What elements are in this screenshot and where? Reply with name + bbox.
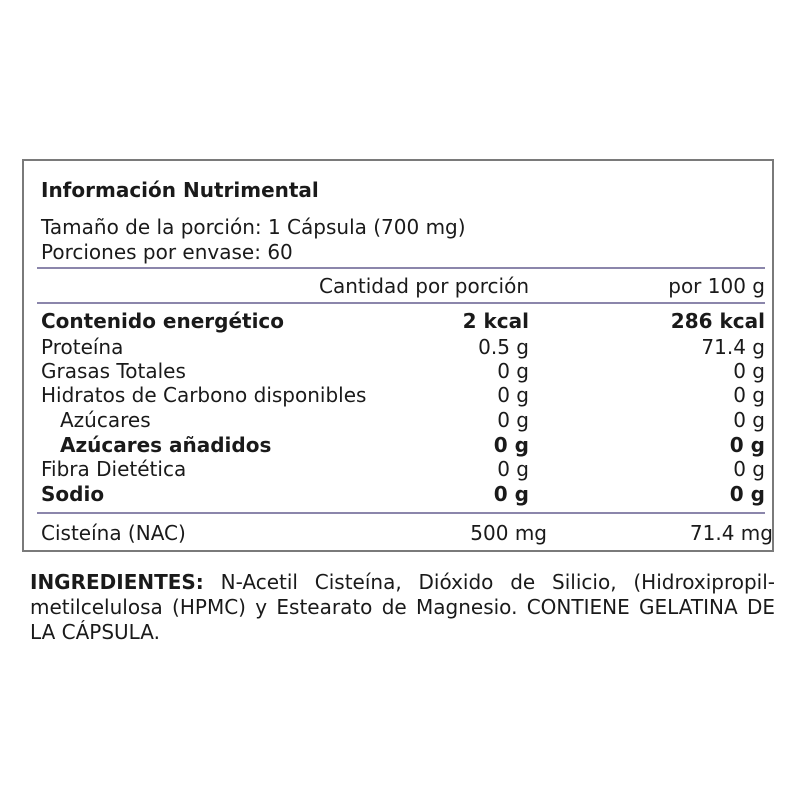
row-value-energy-per-100g: 286 kcal <box>670 309 765 333</box>
label-title: Información Nutrimental <box>41 178 319 202</box>
row-name-total-fat: Grasas Totales <box>41 359 186 383</box>
header-divider <box>37 267 765 269</box>
row-value-total-fat-per-100g: 0 g <box>733 359 765 383</box>
row-name-protein: Proteína <box>41 335 124 359</box>
ingredients-text: N-Acetil Cisteína, Dióxido de Silicio, (Hidroxipropil-metilcelulosa (HPMC) y Estearato de Magnesio. CONTIENE GELATINA DE LA CÁPSULA. <box>30 570 775 644</box>
ingredients-statement <box>30 570 775 645</box>
row-value-sodium-per-serving: 0 g <box>493 482 529 506</box>
row-name-sugars: Azúcares <box>60 408 151 432</box>
row-value-sodium-per-100g: 0 g <box>729 482 765 506</box>
row-name-cysteine: Cisteína (NAC) <box>41 521 186 545</box>
row-value-added-sugars-per-serving: 0 g <box>493 433 529 457</box>
row-name-added-sugars: Azúcares añadidos <box>60 433 272 457</box>
row-value-dietary-fiber-per-serving: 0 g <box>497 457 529 481</box>
row-value-sugars-per-serving: 0 g <box>497 408 529 432</box>
row-value-energy-per-serving: 2 kcal <box>462 309 529 333</box>
row-value-protein-per-serving: 0.5 g <box>478 335 529 359</box>
serving-size: Tamaño de la porción: 1 Cápsula (700 mg) <box>41 215 466 239</box>
row-value-protein-per-100g: 71.4 g <box>701 335 765 359</box>
ingredients-heading: INGREDIENTES: <box>30 570 204 594</box>
column-header-divider <box>37 302 765 304</box>
row-value-cysteine-per-serving: 500 mg <box>470 521 547 545</box>
row-name-sodium: Sodio <box>41 482 105 506</box>
column-header-per-100g: por 100 g <box>668 274 765 298</box>
row-name-carbohydrates: Hidratos de Carbono disponibles <box>41 383 367 407</box>
row-value-added-sugars-per-100g: 0 g <box>729 433 765 457</box>
row-value-total-fat-per-serving: 0 g <box>497 359 529 383</box>
row-value-carbohydrates-per-serving: 0 g <box>497 383 529 407</box>
extra-row-divider <box>37 512 765 514</box>
row-value-cysteine-per-100g: 71.4 mg <box>689 521 773 545</box>
servings-per-container: Porciones por envase: 60 <box>41 240 293 264</box>
column-header-per-serving: Cantidad por porción <box>319 274 529 298</box>
row-value-dietary-fiber-per-100g: 0 g <box>733 457 765 481</box>
row-value-sugars-per-100g: 0 g <box>733 408 765 432</box>
row-name-energy: Contenido energético <box>41 309 285 333</box>
row-name-dietary-fiber: Fibra Dietética <box>41 457 187 481</box>
row-value-carbohydrates-per-100g: 0 g <box>733 383 765 407</box>
